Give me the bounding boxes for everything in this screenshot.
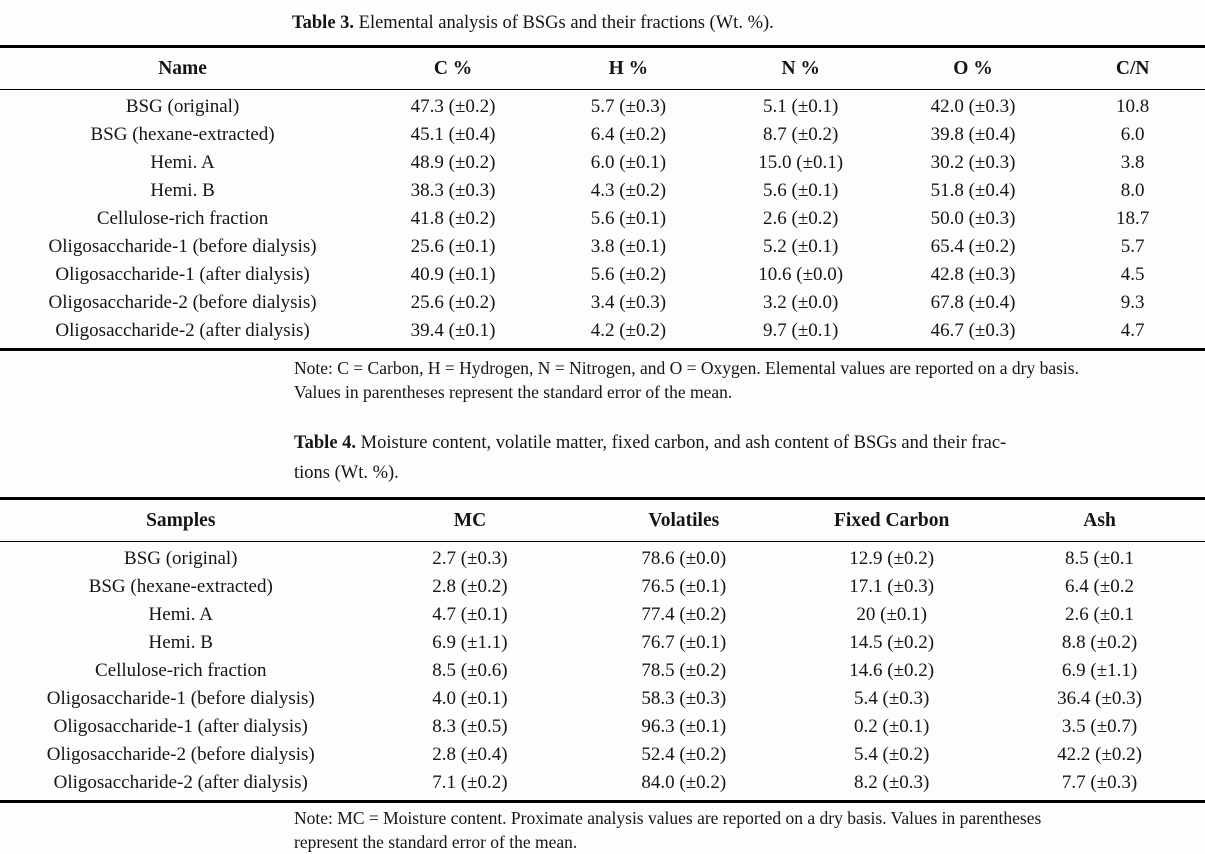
value-cell: 4.2 (±0.2) (590, 320, 667, 341)
table-row (0, 685, 1205, 713)
value-cell: 10.8 (1116, 96, 1150, 117)
value-cell: 77.4 (±0.2) (641, 604, 727, 625)
table-row (0, 289, 1205, 317)
sample-name-cell: Oligosaccharide-2 (after dialysis) (53, 772, 308, 793)
value-cell: 58.3 (±0.3) (641, 688, 727, 709)
value-cell: 5.7 (1120, 236, 1145, 257)
value-cell: 5.6 (±0.1) (590, 208, 667, 229)
value-cell: 10.6 (±0.0) (758, 264, 844, 285)
value-cell: 2.8 (±0.2) (432, 576, 508, 597)
table4-header-row (0, 499, 1205, 542)
table3-caption (292, 8, 1197, 38)
column-header: H % (541, 47, 716, 90)
table-row (0, 629, 1205, 657)
table3-caption-label: Table 3. (292, 13, 355, 33)
table3-elemental-analysis (0, 45, 1205, 351)
value-cell: 2.6 (±0.1 (1065, 604, 1135, 625)
value-cell: 84.0 (±0.2) (641, 772, 727, 793)
table4-note (294, 806, 1199, 854)
table-row (0, 769, 1205, 802)
sample-name-cell: BSG (original) (124, 548, 238, 569)
value-cell: 4.7 (1120, 320, 1145, 341)
sample-name-cell: Cellulose-rich fraction (96, 208, 269, 229)
value-cell: 65.4 (±0.2) (930, 236, 1016, 257)
value-cell: 76.5 (±0.1) (641, 576, 727, 597)
value-cell: 14.6 (±0.2) (849, 660, 935, 681)
sample-name-cell: Hemi. B (150, 180, 215, 201)
value-cell: 5.2 (±0.1) (763, 236, 839, 257)
column-header: Fixed Carbon (789, 499, 994, 542)
value-cell: 8.7 (±0.2) (763, 124, 839, 145)
sample-name-cell: Oligosaccharide-2 (after dialysis) (55, 320, 310, 341)
value-cell: 6.9 (±1.1) (432, 632, 508, 653)
sample-name-cell: BSG (original) (125, 96, 240, 117)
value-cell: 38.3 (±0.3) (410, 180, 496, 201)
table-row (0, 205, 1205, 233)
value-cell: 17.1 (±0.3) (849, 576, 935, 597)
table-row (0, 573, 1205, 601)
sample-name-cell: BSG (hexane-extracted) (90, 124, 275, 145)
table-row (0, 741, 1205, 769)
table4-note-line: Note: MC = Moisture content. Proximate analysis values are reported on a dry basis. Values in parentheses (294, 808, 1042, 828)
value-cell: 8.3 (±0.5) (432, 716, 508, 737)
value-cell: 5.4 (±0.2) (854, 744, 930, 765)
table4-note-line: represent the standard error of the mean. (294, 832, 578, 852)
sample-name-cell: Oligosaccharide-2 (before dialysis) (46, 744, 315, 765)
value-cell: 4.5 (1120, 264, 1145, 285)
value-cell: 20 (±0.1) (856, 604, 927, 625)
table-row (0, 233, 1205, 261)
table3-header-row (0, 47, 1205, 90)
value-cell: 6.4 (±0.2 (1065, 576, 1135, 597)
value-cell: 25.6 (±0.1) (410, 236, 496, 257)
value-cell: 78.5 (±0.2) (641, 660, 727, 681)
value-cell: 36.4 (±0.3) (1057, 688, 1142, 709)
value-cell: 40.9 (±0.1) (410, 264, 496, 285)
sample-name-cell: Hemi. B (148, 632, 213, 653)
value-cell: 5.1 (±0.1) (763, 96, 839, 117)
value-cell: 18.7 (1116, 208, 1150, 229)
column-header: C % (365, 47, 541, 90)
table-row (0, 177, 1205, 205)
value-cell: 8.0 (1120, 180, 1145, 201)
value-cell: 3.4 (±0.3) (590, 292, 667, 313)
value-cell: 2.7 (±0.3) (432, 548, 508, 569)
value-cell: 67.8 (±0.4) (930, 292, 1016, 313)
value-cell: 9.7 (±0.1) (763, 320, 839, 341)
value-cell: 39.8 (±0.4) (930, 124, 1016, 145)
value-cell: 8.5 (±0.6) (432, 660, 508, 681)
value-cell: 51.8 (±0.4) (930, 180, 1016, 201)
value-cell: 3.5 (±0.7) (1061, 716, 1138, 737)
table3-note (294, 356, 1199, 404)
value-cell: 42.2 (±0.2) (1057, 744, 1142, 765)
value-cell: 52.4 (±0.2) (641, 744, 727, 765)
sample-name-cell: Hemi. A (148, 604, 213, 625)
value-cell: 3.2 (±0.0) (763, 292, 839, 313)
value-cell: 6.4 (±0.2) (590, 124, 667, 145)
value-cell: 7.7 (±0.3) (1061, 772, 1138, 793)
value-cell: 15.0 (±0.1) (758, 152, 844, 173)
value-cell: 42.8 (±0.3) (930, 264, 1016, 285)
sample-name-cell: Cellulose-rich fraction (95, 660, 267, 681)
value-cell: 8.5 (±0.1 (1065, 548, 1135, 569)
value-cell: 7.1 (±0.2) (432, 772, 508, 793)
value-cell: 5.6 (±0.1) (763, 180, 839, 201)
table-row (0, 713, 1205, 741)
column-header: Name (0, 47, 365, 90)
column-header: C/N (1060, 47, 1205, 90)
table-row (0, 601, 1205, 629)
column-header: N % (716, 47, 886, 90)
value-cell: 50.0 (±0.3) (930, 208, 1016, 229)
value-cell: 30.2 (±0.3) (930, 152, 1016, 173)
value-cell: 4.3 (±0.2) (590, 180, 667, 201)
value-cell: 46.7 (±0.3) (930, 320, 1016, 341)
value-cell: 41.8 (±0.2) (410, 208, 496, 229)
value-cell: 3.8 (1120, 152, 1145, 173)
value-cell: 4.0 (±0.1) (432, 688, 508, 709)
value-cell: 8.8 (±0.2) (1061, 632, 1138, 653)
value-cell: 5.7 (±0.3) (590, 96, 667, 117)
value-cell: 2.6 (±0.2) (763, 208, 839, 229)
sample-name-cell: Oligosaccharide-1 (after dialysis) (53, 716, 308, 737)
table-row (0, 149, 1205, 177)
value-cell: 45.1 (±0.4) (410, 124, 496, 145)
table-row (0, 90, 1205, 122)
value-cell: 2.8 (±0.4) (432, 744, 508, 765)
table-row (0, 657, 1205, 685)
table-row (0, 261, 1205, 289)
table-row (0, 542, 1205, 574)
table3-note-line: Values in parentheses represent the standard error of the mean. (294, 382, 733, 402)
sample-name-cell: BSG (hexane-extracted) (88, 576, 273, 597)
table-row (0, 121, 1205, 149)
table3-note-line: Note: C = Carbon, H = Hydrogen, N = Nitrogen, and O = Oxygen. Elemental values are reported on a dry basis. (294, 358, 1079, 378)
value-cell: 78.6 (±0.0) (641, 548, 727, 569)
value-cell: 76.7 (±0.1) (641, 632, 727, 653)
value-cell: 4.7 (±0.1) (432, 604, 508, 625)
column-header: Ash (994, 499, 1205, 542)
column-header: O % (886, 47, 1061, 90)
sample-name-cell: Oligosaccharide-2 (before dialysis) (48, 292, 317, 313)
sample-name-cell: Oligosaccharide-1 (before dialysis) (46, 688, 315, 709)
value-cell: 0.2 (±0.1) (854, 716, 930, 737)
value-cell: 25.6 (±0.2) (410, 292, 496, 313)
table4-caption-label: Table 4. (294, 433, 357, 453)
sample-name-cell: Oligosaccharide-1 (before dialysis) (48, 236, 317, 257)
column-header: Volatiles (578, 499, 789, 542)
table4-caption-text: tions (Wt. %). (294, 463, 399, 483)
value-cell: 5.4 (±0.3) (854, 688, 930, 709)
table4-caption (294, 428, 1199, 488)
column-header: MC (362, 499, 579, 542)
table-row (0, 317, 1205, 350)
value-cell: 3.8 (±0.1) (590, 236, 667, 257)
value-cell: 9.3 (1120, 292, 1145, 313)
value-cell: 6.0 (±0.1) (590, 152, 667, 173)
value-cell: 14.5 (±0.2) (849, 632, 935, 653)
value-cell: 42.0 (±0.3) (930, 96, 1016, 117)
value-cell: 96.3 (±0.1) (641, 716, 727, 737)
value-cell: 12.9 (±0.2) (849, 548, 935, 569)
sample-name-cell: Hemi. A (150, 152, 215, 173)
value-cell: 48.9 (±0.2) (410, 152, 496, 173)
value-cell: 6.9 (±1.1) (1061, 660, 1138, 681)
column-header: Samples (0, 499, 362, 542)
value-cell: 8.2 (±0.3) (854, 772, 930, 793)
value-cell: 5.6 (±0.2) (590, 264, 667, 285)
sample-name-cell: Oligosaccharide-1 (after dialysis) (55, 264, 310, 285)
value-cell: 47.3 (±0.2) (410, 96, 496, 117)
table4-caption-text: Moisture content, volatile matter, fixed carbon, and ash content of BSGs and their frac- (360, 433, 1007, 453)
value-cell: 6.0 (1120, 124, 1145, 145)
table3-caption-text: Elemental analysis of BSGs and their fractions (Wt. %). (358, 13, 774, 33)
value-cell: 39.4 (±0.1) (410, 320, 496, 341)
table4-proximate-analysis (0, 497, 1205, 803)
